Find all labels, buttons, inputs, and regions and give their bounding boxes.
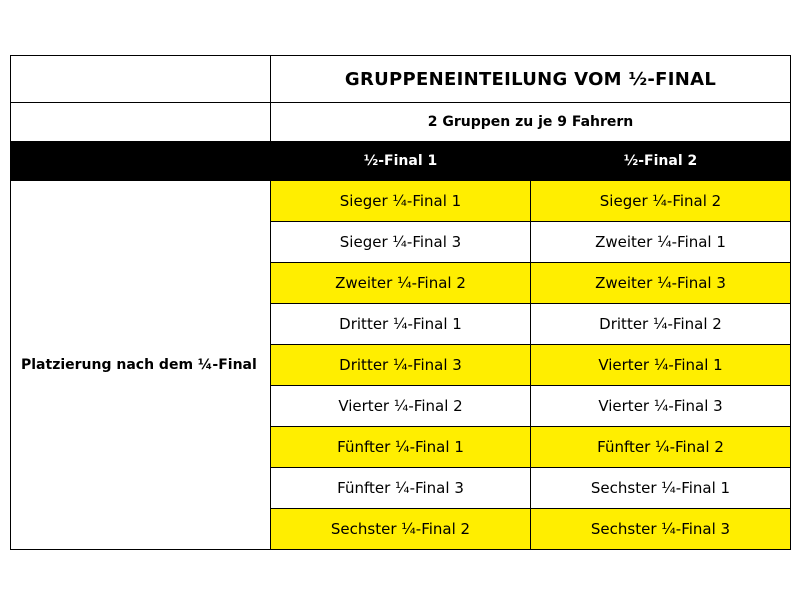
group-table-container: [10, 55, 790, 550]
cell-final-1: Zweiter ¼-Final 2: [271, 263, 531, 304]
header-empty-cell: [11, 142, 271, 181]
group-assignment-table: [10, 55, 791, 550]
cell-final-1: Sieger ¼-Final 3: [271, 222, 531, 263]
table-row: [11, 181, 791, 222]
empty-corner-cell: [11, 56, 271, 103]
cell-final-1: Dritter ¼-Final 1: [271, 304, 531, 345]
cell-final-1: Vierter ¼-Final 2: [271, 386, 531, 427]
table-body: [11, 56, 791, 550]
row-group-label: Platzierung nach dem ¼-Final: [11, 181, 271, 550]
cell-final-2: Sieger ¼-Final 2: [531, 181, 791, 222]
cell-final-2: Dritter ¼-Final 2: [531, 304, 791, 345]
cell-final-1: Dritter ¼-Final 3: [271, 345, 531, 386]
empty-corner-cell: [11, 103, 271, 142]
cell-final-2: Zweiter ¼-Final 1: [531, 222, 791, 263]
cell-final-2: Vierter ¼-Final 1: [531, 345, 791, 386]
table-title: GRUPPENEINTEILUNG VOM ½-FINAL: [271, 56, 791, 103]
subtitle-row: [11, 103, 791, 142]
cell-final-1: Sieger ¼-Final 1: [271, 181, 531, 222]
cell-final-1: Fünfter ¼-Final 1: [271, 427, 531, 468]
title-row: [11, 56, 791, 103]
cell-final-1: Fünfter ¼-Final 3: [271, 468, 531, 509]
cell-final-2: Sechster ¼-Final 1: [531, 468, 791, 509]
column-header-final-1: ½-Final 1: [271, 142, 531, 181]
header-row: [11, 142, 791, 181]
cell-final-2: Zweiter ¼-Final 3: [531, 263, 791, 304]
cell-final-1: Sechster ¼-Final 2: [271, 509, 531, 550]
cell-final-2: Sechster ¼-Final 3: [531, 509, 791, 550]
column-header-final-2: ½-Final 2: [531, 142, 791, 181]
cell-final-2: Fünfter ¼-Final 2: [531, 427, 791, 468]
table-subtitle: 2 Gruppen zu je 9 Fahrern: [271, 103, 791, 142]
cell-final-2: Vierter ¼-Final 3: [531, 386, 791, 427]
